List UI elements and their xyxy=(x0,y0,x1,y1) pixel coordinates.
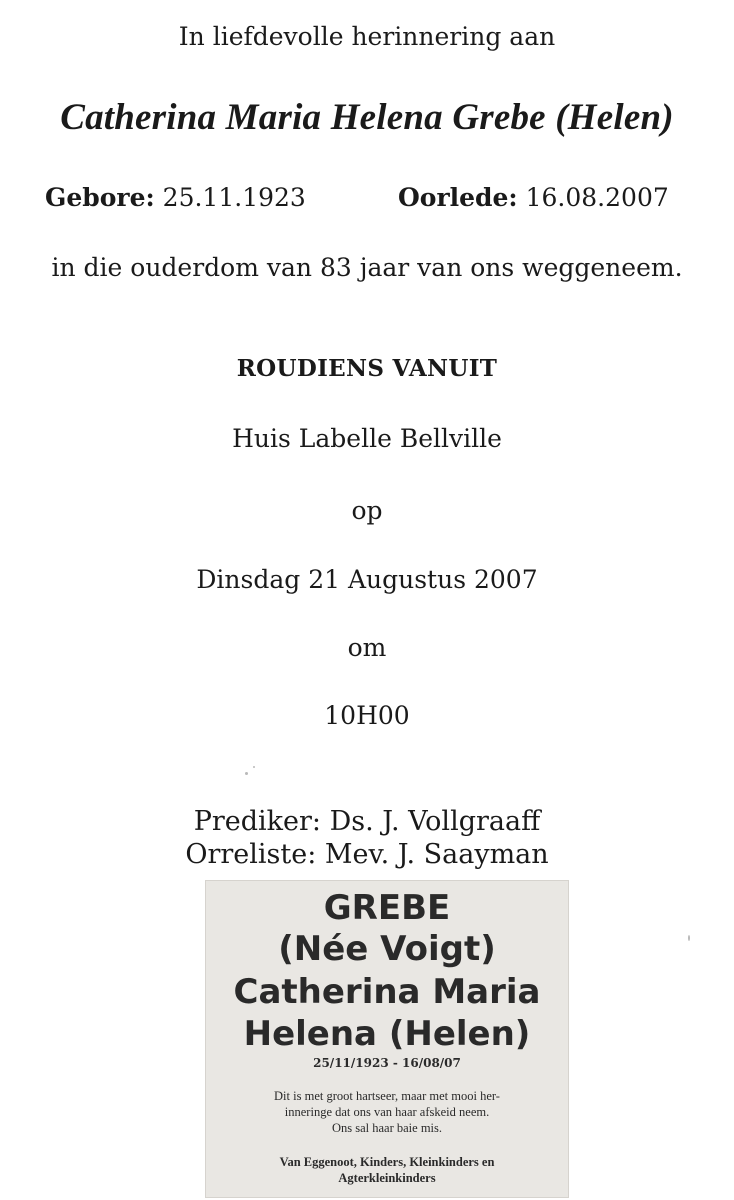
clipping-family-line: Van Eggenoot, Kinders, Kleinkinders en xyxy=(279,1155,495,1169)
born-date: 25.11.1923 xyxy=(162,183,306,212)
service-om: om xyxy=(347,633,387,662)
newspaper-clipping xyxy=(205,880,569,1198)
clipping-second-line: Helena (Helen) xyxy=(243,1014,531,1054)
clipping-first-names: Catherina Maria xyxy=(233,972,541,1012)
service-credits xyxy=(0,805,734,871)
died-field xyxy=(398,183,669,212)
service-time: 10H00 xyxy=(324,701,410,730)
deceased-name: Catherina Maria Helena Grebe (Helen) xyxy=(60,97,674,138)
clipping-message-line: Dit is met groot hartseer, maar met mooi her- xyxy=(274,1089,500,1103)
organist-line: Orreliste: Mev. J. Saayman xyxy=(185,839,549,870)
died-label: Oorlede: xyxy=(398,183,518,212)
preacher-line: Prediker: Ds. J. Vollgraaff xyxy=(193,806,541,837)
clipping-message xyxy=(215,1088,559,1136)
clipping-message-line: Ons sal haar baie mis. xyxy=(331,1121,443,1135)
service-day: Dinsdag 21 Augustus 2007 xyxy=(196,565,538,594)
born-field xyxy=(45,183,306,212)
intro-text: In liefdevolle herinnering aan xyxy=(178,22,556,51)
scan-speck xyxy=(245,772,248,775)
age-line: in die ouderdom van 83 jaar van ons weggeneem. xyxy=(51,253,683,282)
clipping-dates: 25/11/1923 - 16/08/07 xyxy=(313,1056,461,1070)
service-heading: ROUDIENS VANUIT xyxy=(236,355,498,382)
service-op: op xyxy=(351,496,383,525)
scan-speck xyxy=(253,766,255,768)
born-label: Gebore: xyxy=(45,183,155,212)
clipping-family-line: Agterkleinkinders xyxy=(338,1171,436,1185)
clipping-surname: GREBE xyxy=(323,888,451,928)
service-venue: Huis Labelle Bellville xyxy=(232,424,502,453)
clipping-family xyxy=(215,1154,559,1186)
clipping-maiden-name: (Née Voigt) xyxy=(278,929,496,969)
died-date: 16.08.2007 xyxy=(525,183,669,212)
clipping-message-line: inneringe dat ons van haar afskeid neem. xyxy=(284,1105,490,1119)
scan-speck xyxy=(688,935,690,941)
